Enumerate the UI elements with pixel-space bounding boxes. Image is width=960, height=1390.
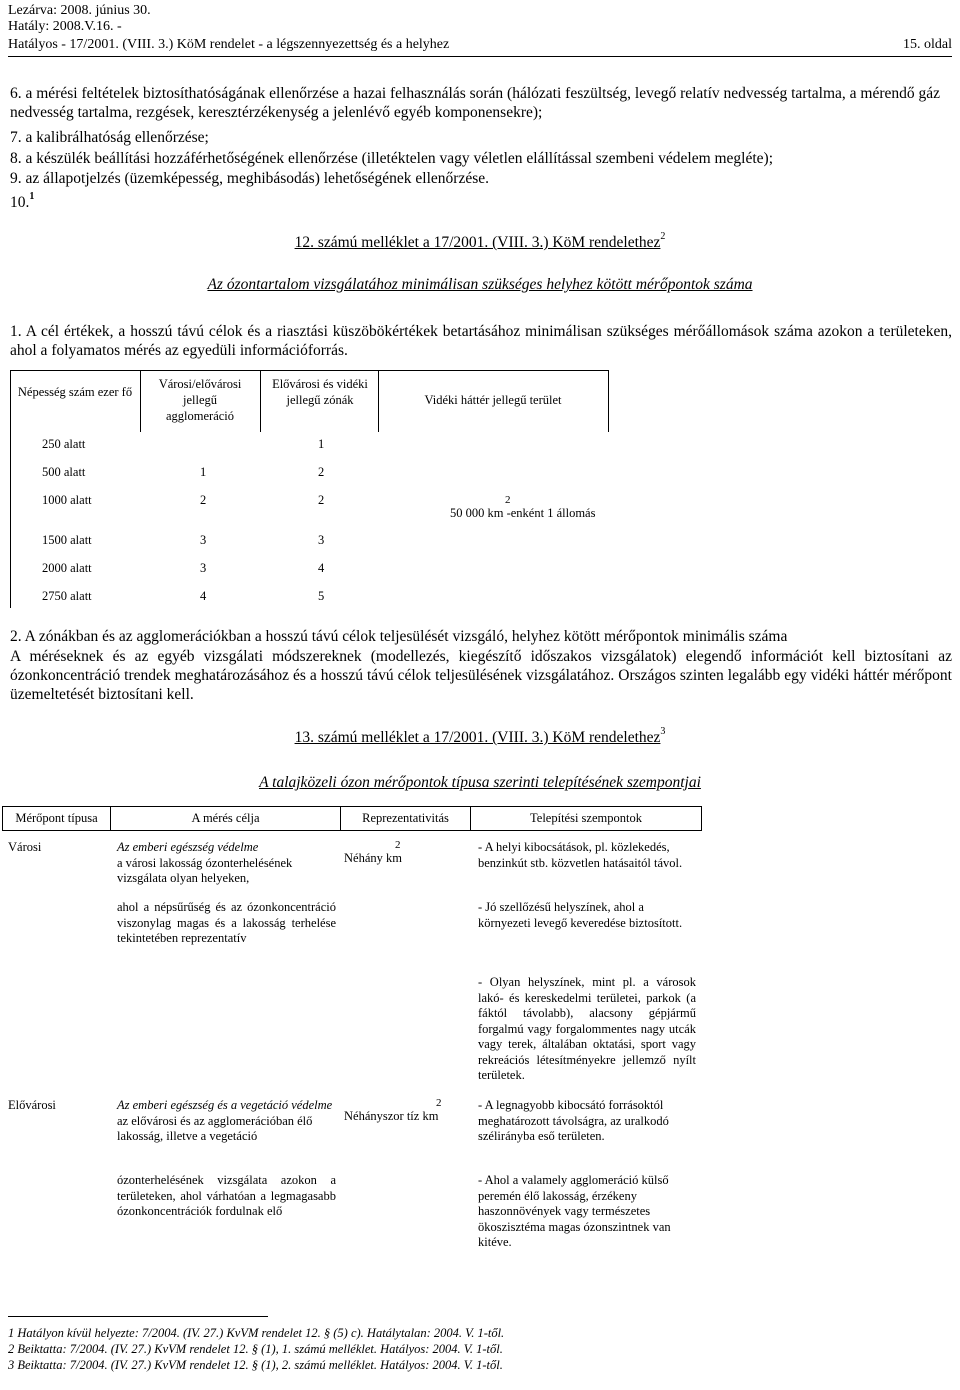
col-header-aim: A mérés célja — [191, 811, 260, 825]
table-cell-urban: 4 — [200, 589, 207, 603]
table-header-urban: Városi/elővárosi jellegű agglomeráció — [158, 377, 242, 423]
suburban-aim-2: ózonterhelésének vizsgálata azokon a területeken, ahol várhatóan a legmagasabb ózonkoncentrációk fordulnak elő — [117, 1173, 336, 1218]
rural-km-sup: 2 — [505, 494, 511, 506]
annex12-subtitle — [0, 275, 960, 294]
urban-aim — [117, 840, 337, 887]
urban-repr-sup: 2 — [395, 839, 401, 851]
table-cell-urban: 2 — [200, 493, 207, 507]
suburban-aim-italic: Az emberi egészség és a vegetáció védelme — [117, 1098, 333, 1112]
suburban-repr: Néhányszor tíz km — [344, 1109, 439, 1123]
table-cell-suburban: 1 — [318, 437, 325, 451]
footnote-2: 2 Beiktatta: 7/2004. (IV. 27.) KvVM rendelet 12. § (1), 1. számú melléklet. Hatályos: 2004. V. 1-től. — [8, 1342, 503, 1356]
table-cell-urban: 1 — [200, 465, 207, 479]
table-header-suburban: Elővárosi és vidéki jellegű zónák — [272, 377, 368, 407]
table-cell-pop: 250 alatt — [42, 437, 86, 451]
urban-type: Városi — [8, 840, 42, 854]
footnote-ref-2: 2 — [660, 231, 666, 242]
suburban-type: Elővárosi — [8, 1098, 56, 1112]
col-header-type: Mérőpont típusa — [15, 811, 98, 825]
table-cell-pop: 2000 alatt — [42, 561, 92, 575]
table-cell-suburban: 2 — [318, 465, 325, 479]
suburban-aim-text: az elővárosi és az agglomerációban élő lakosság, illetve a vegetáció — [117, 1113, 313, 1143]
annex12-title-text: 12. számú melléklet a 17/2001. (VIII. 3.) KöM rendelethez — [294, 234, 661, 251]
suburban-siting-1: - A legnagyobb kibocsátó forrásoktól meghatározott távolságra, az uralkodó szélirányba eső területen. — [478, 1098, 669, 1143]
list-item-8: 8. a készülék beállítási hozzáférhetőségének ellenőrzése (illetéktelen vagy véletlen elállítással szembeni védelem megléte); — [10, 150, 774, 167]
annex12-subtitle-text: Az ózontartalom vizsgálatához minimálisan szükséges helyhez kötött mérőpontok száma — [207, 276, 753, 293]
list-item-7: 7. a kalibrálhatóság ellenőrzése; — [10, 129, 209, 146]
list-item-6: 6. a mérési feltételek biztosíthatóságának ellenőrzése a hazai felhasználás során (hálózati feszültség, levegő relatív nedvesség tartalma, a mérendő gáz nedvesség tartalma, rezgések, keresztérzékenység a jelenlévő egyéb komponensekre); — [10, 85, 941, 121]
table-cell-pop: 500 alatt — [42, 465, 86, 479]
urban-repr: Néhány km — [344, 851, 402, 865]
col-header-siting: Telepítési szempontok — [530, 811, 642, 825]
header-line2: Hatály: 2008.V.16. - — [8, 19, 122, 34]
annex13-subtitle-text: A talajközeli ózon mérőpontok típusa szerinti telepítésének szempontjai — [259, 774, 701, 791]
annex13-title — [0, 728, 960, 747]
table-cell-urban: 3 — [200, 533, 207, 547]
header-line1: Lezárva: 2008. június 30. — [8, 3, 151, 18]
annex12-paragraph-1: 1. A cél értékek, a hosszú távú célok és a riasztási küszöbökértékek betartásához minimálisan szükséges mérőállomások száma azokon a területeken, ahol a folyamatos mérés az egyedüli információforrás. — [10, 323, 952, 359]
table-header-rural: Vidéki háttér jellegű terület — [424, 393, 562, 407]
table-cell-pop: 2750 alatt — [42, 589, 92, 603]
footnote-1: 1 Hatályon kívül helyezte: 7/2004. (IV. 27.) KvVM rendelet 12. § (5) c). Hatálytalan: 2004. V. 1-től. — [8, 1326, 505, 1340]
urban-aim-2: ahol a népsűrűség és az ózonkoncentráció viszonylag magas és a lakosság terhelése tekintetében reprezentatív — [117, 900, 336, 945]
page-number: 15. oldal — [903, 37, 952, 52]
header-line3: Hatályos - 17/2001. (VIII. 3.) KöM rendelet - a légszennyezettség és a helyhez — [8, 37, 450, 52]
list-item-9: 9. az állapotjelzés (üzemképesség, meghibásodás) lehetőségének ellenőrzése. — [10, 170, 490, 187]
annex12-paragraph-3: A méréseknek és az egyéb vizsgálati módszereknek (modellezés, kiegészítő időszakos vizsgálatok) elegendő információt kell biztosítani az ózonkoncentráció trendek meghatározásához és a hosszú távú célok teljesülésének vizsgálatához. Országos szinten legalább egy vidéki háttér mérőpont üzemeltetését biztosítani kell. — [10, 648, 952, 703]
header-rule — [8, 56, 952, 57]
suburban-repr-sup: 2 — [436, 1097, 442, 1109]
rural-density: 50 000 km -enként 1 állomás — [450, 506, 596, 520]
table-cell-pop: 1500 alatt — [42, 533, 92, 547]
table-cell-suburban: 4 — [318, 561, 325, 575]
col-header-representativeness: Reprezentativitás — [362, 811, 449, 825]
urban-siting-2: - Jó szellőzésű helyszínek, ahol a környezeti levegő keveredése biztosított. — [478, 900, 683, 930]
footnote-ref-3: 3 — [660, 726, 666, 737]
footnote-ref-1: 1 — [29, 191, 35, 202]
list-item-10 — [10, 193, 34, 212]
list-item-10-number: 10. — [10, 194, 30, 211]
table-cell-suburban: 2 — [318, 493, 325, 507]
table-cell-pop: 1000 alatt — [42, 493, 92, 507]
footnote-rule — [8, 1316, 268, 1317]
table-header-population: Népesség szám ezer fő — [17, 385, 133, 399]
table-cell-suburban: 5 — [318, 589, 325, 603]
annex13-subtitle — [0, 773, 960, 792]
footnote-3: 3 Beiktatta: 7/2004. (IV. 27.) KvVM rendelet 12. § (1), 2. számú melléklet. Hatályos: 2004. V. 1-től. — [8, 1358, 503, 1372]
suburban-aim — [117, 1098, 337, 1145]
annex12-paragraph-2: 2. A zónákban és az agglomerációkban a hosszú távú célok teljesülését vizsgáló, helyhez kötött mérőpontok minimális száma — [10, 628, 788, 645]
suburban-siting-2: - Ahol a valamely agglomeráció külső peremén élő lakosság, érzékeny haszonnövények vagy természetes ökoszisztéma magas ózonszintnek van kitéve. — [478, 1173, 671, 1249]
urban-siting-1: - A helyi kibocsátások, pl. közlekedés, benzinkút stb. közvetlen hatásaitól távol. — [478, 840, 683, 870]
table-cell-suburban: 3 — [318, 533, 325, 547]
urban-siting-3: - Olyan helyszínek, mint pl. a városok lakó- és kereskedelmi területei, parkok (a fáktól távolabb), alacsony gépjármű forgalmú vagy forgalommentes nagy utcák vagy terek, általában oktatási, sport vagy rekreációs létesítményekre jellemző nyílt területek. — [478, 975, 696, 1082]
annex12-title — [0, 233, 960, 252]
annex13-title-text: 13. számú melléklet a 17/2001. (VIII. 3.) KöM rendelethez — [294, 729, 661, 746]
table-cell-urban: 3 — [200, 561, 207, 575]
urban-aim-text: a városi lakosság ózonterhelésének vizsgálata olyan helyeken, — [117, 855, 293, 885]
urban-aim-italic: Az emberi egészség védelme — [117, 840, 259, 854]
